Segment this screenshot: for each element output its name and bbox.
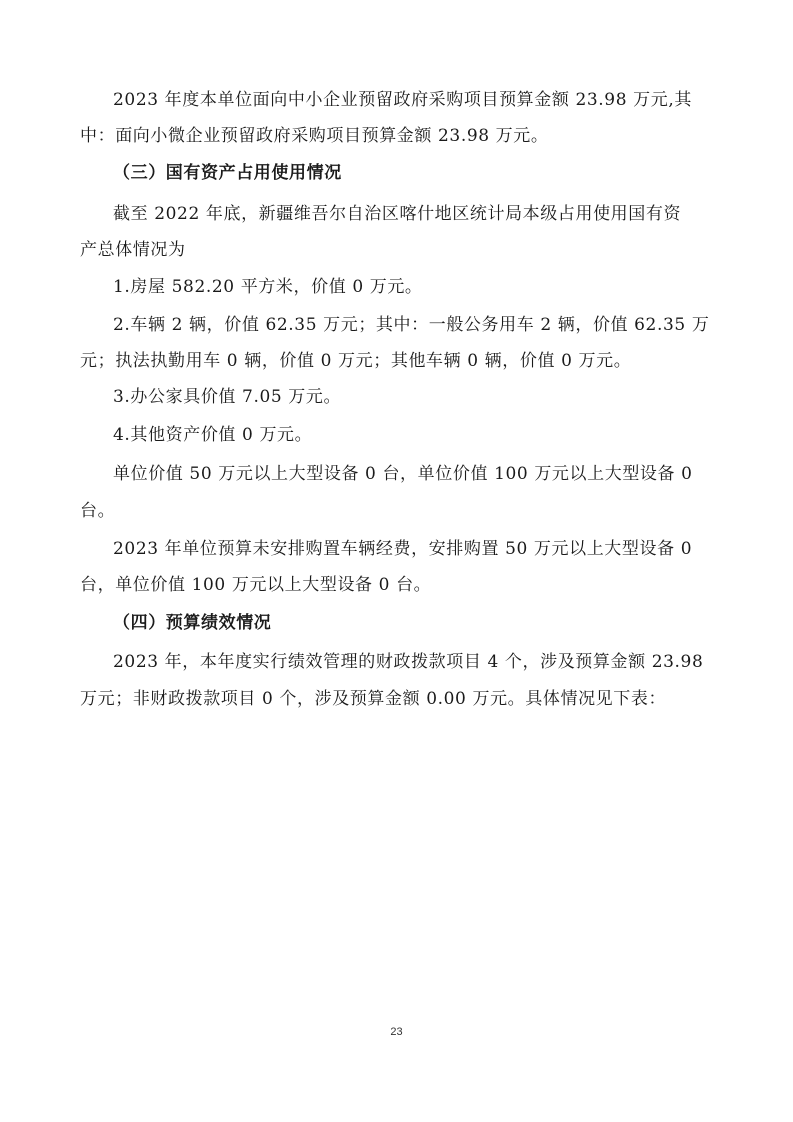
- paragraph-line: 元；执法执勤用车 0 辆，价值 0 万元；其他车辆 0 辆，价值 0 万元。: [80, 351, 632, 371]
- list-item: 4.其他资产价值 0 万元。: [113, 425, 313, 445]
- paragraph-line: 台。: [80, 501, 116, 521]
- paragraph-line: 截至 2022 年底，新疆维吾尔自治区喀什地区统计局本级占用使用国有资: [113, 204, 682, 224]
- page-number: 23: [390, 1026, 403, 1038]
- section-heading: （三）国有资产占用使用情况: [113, 163, 342, 183]
- paragraph-line: 单位价值 50 万元以上大型设备 0 台，单位价值 100 万元以上大型设备 0: [113, 464, 693, 484]
- paragraph-line: 2023 年度本单位面向中小企业预留政府采购项目预算金额 23.98 万元,其: [113, 90, 692, 110]
- paragraph-line: 台，单位价值 100 万元以上大型设备 0 台。: [80, 575, 432, 595]
- paragraph-line: 2023 年单位预算未安排购置车辆经费，安排购置 50 万元以上大型设备 0: [113, 539, 693, 559]
- list-item: 3.办公家具价值 7.05 万元。: [113, 387, 342, 407]
- list-item: 2.车辆 2 辆，价值 62.35 万元；其中：一般公务用车 2 辆，价值 62.35 万: [113, 315, 710, 335]
- section-heading: （四）预算绩效情况: [113, 613, 272, 633]
- paragraph-line: 产总体情况为: [80, 240, 186, 260]
- paragraph-line: 2023 年，本年度实行绩效管理的财政拨款项目 4 个，涉及预算金额 23.98: [113, 652, 704, 672]
- list-item: 1.房屋 582.20 平方米，价值 0 万元。: [113, 277, 423, 297]
- paragraph-line: 中：面向小微企业预留政府采购项目预算金额 23.98 万元。: [80, 126, 549, 146]
- paragraph-line: 万元；非财政拨款项目 0 个，涉及预算金额 0.00 万元。具体情况见下表：: [80, 689, 667, 709]
